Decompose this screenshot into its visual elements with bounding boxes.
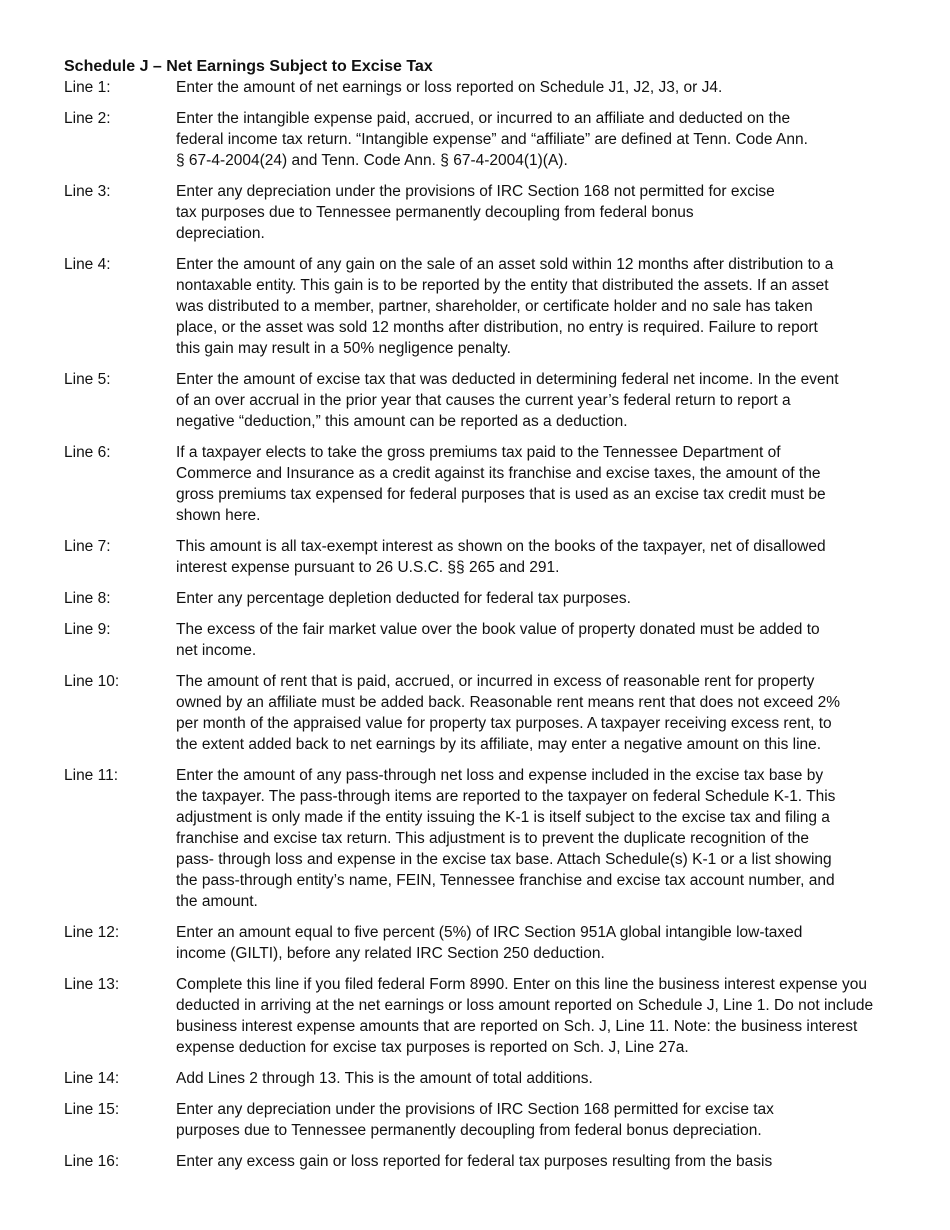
line-text: Enter the amount of excise tax that was deducted in determining federal net income. In the event of an over accrual in the prior year that causes the current year’s federal return to report a negative “deduction,” this amount can be reported as a deduction. bbox=[176, 371, 839, 430]
line-label: Line 4: bbox=[64, 256, 111, 273]
line-text: The amount of rent that is paid, accrued, or incurred in excess of reasonable rent for property owned by an affiliate must be added back. Reasonable rent means rent that does not exceed 2% per month of the appraised value for property tax purposes. A taxpayer receiving excess rent, to the extent added back to net earnings by its affiliate, may enter a negative amount on this line. bbox=[176, 673, 841, 753]
line-label: Line 7: bbox=[64, 538, 111, 555]
line-text: This amount is all tax-exempt interest as shown on the books of the taxpayer, net of disallowed interest expense pursuant to 26 U.S.C. §§ 265 and 291. bbox=[176, 538, 826, 576]
line-label: Line 15: bbox=[64, 1101, 120, 1118]
line-text: Enter any depreciation under the provisions of IRC Section 168 not permitted for excise tax purposes due to Tennessee permanently decoupling from federal bonus depreciation. bbox=[176, 183, 775, 242]
line-label: Line 5: bbox=[64, 371, 111, 388]
line-item bbox=[64, 108, 904, 171]
line-label: Line 10: bbox=[64, 673, 120, 690]
line-text: Enter any percentage depletion deducted for federal tax purposes. bbox=[176, 590, 631, 607]
line-label: Line 13: bbox=[64, 976, 120, 993]
line-label: Line 3: bbox=[64, 183, 111, 200]
line-text: Enter any excess gain or loss reported for federal tax purposes resulting from the basis bbox=[176, 1153, 773, 1170]
line-text: Complete this line if you filed federal Form 8990. Enter on this line the business interest expense you deducted in arriving at the net earnings or loss amount reported on Schedule J, Line 1. Do not include business interest expense amounts that are reported on Sch. J, Line 11. Note: the business interest expense deduction for excise tax purposes is reported on Sch. J, Line 27a. bbox=[176, 976, 874, 1056]
line-item bbox=[64, 588, 904, 609]
line-label: Line 12: bbox=[64, 924, 120, 941]
line-text: Enter the amount of any pass-through net loss and expense included in the excise tax base by the taxpayer. The pass-through items are reported to the taxpayer on federal Schedule K-1. This adjustment is only made if the entity issuing the K-1 is itself subject to the excise tax and filing a franchise and excise tax return. This adjustment is to prevent the duplicate recognition of the pass- through loss and expense in the excise tax base. Attach Schedule(s) K-1 or a list showing the pass-through entity’s name, FEIN, Tennessee franchise and excise tax account number, and the amount. bbox=[176, 767, 836, 910]
line-item bbox=[64, 619, 904, 661]
line-item bbox=[64, 1068, 904, 1089]
line-item bbox=[64, 77, 904, 98]
instruction-list bbox=[64, 77, 904, 1172]
line-item bbox=[64, 765, 904, 912]
line-item bbox=[64, 671, 904, 755]
line-label: Line 11: bbox=[64, 767, 119, 784]
line-text: Add Lines 2 through 13. This is the amount of total additions. bbox=[176, 1070, 593, 1087]
line-label: Line 6: bbox=[64, 444, 111, 461]
line-item bbox=[64, 974, 904, 1058]
line-text: If a taxpayer elects to take the gross premiums tax paid to the Tennessee Department of Commerce and Insurance as a credit against its franchise and excise taxes, the amount of the gross premiums tax expensed for federal purposes that is used as an excise tax credit must be shown here. bbox=[176, 444, 826, 524]
line-label: Line 2: bbox=[64, 110, 111, 127]
line-label: Line 9: bbox=[64, 621, 111, 638]
line-label: Line 16: bbox=[64, 1153, 120, 1170]
line-item bbox=[64, 1151, 904, 1172]
line-item bbox=[64, 369, 904, 432]
schedule-title: Schedule J – Net Earnings Subject to Excise Tax bbox=[64, 58, 433, 75]
document-page bbox=[64, 56, 904, 1172]
line-item bbox=[64, 181, 904, 244]
line-item bbox=[64, 1099, 904, 1141]
line-item bbox=[64, 536, 904, 578]
line-text: Enter any depreciation under the provisions of IRC Section 168 permitted for excise tax purposes due to Tennessee permanently decoupling from federal bonus depreciation. bbox=[176, 1101, 774, 1139]
line-text: Enter the amount of net earnings or loss reported on Schedule J1, J2, J3, or J4. bbox=[176, 79, 723, 96]
line-text: Enter the intangible expense paid, accrued, or incurred to an affiliate and deducted on the federal income tax return. “Intangible expense” and “affiliate” are defined at Tenn. Code Ann. § 67-4-2004(24) and Tenn. Code Ann. § 67-4-2004(1)(A). bbox=[176, 110, 808, 169]
line-label: Line 1: bbox=[64, 79, 111, 96]
line-label: Line 8: bbox=[64, 590, 111, 607]
line-item bbox=[64, 442, 904, 526]
line-item bbox=[64, 254, 904, 359]
line-text: The excess of the fair market value over the book value of property donated must be added to net income. bbox=[176, 621, 820, 659]
line-text: Enter an amount equal to five percent (5%) of IRC Section 951A global intangible low-taxed income (GILTI), before any related IRC Section 250 deduction. bbox=[176, 924, 803, 962]
line-item bbox=[64, 922, 904, 964]
line-label: Line 14: bbox=[64, 1070, 120, 1087]
line-text: Enter the amount of any gain on the sale of an asset sold within 12 months after distribution to a nontaxable entity. This gain is to be reported by the entity that distributed the assets. If an asset was distributed to a member, partner, shareholder, or certificate holder and no sale has taken place, or the asset was sold 12 months after distribution, no entry is required. Failure to report this gain may result in a 50% negligence penalty. bbox=[176, 256, 834, 357]
